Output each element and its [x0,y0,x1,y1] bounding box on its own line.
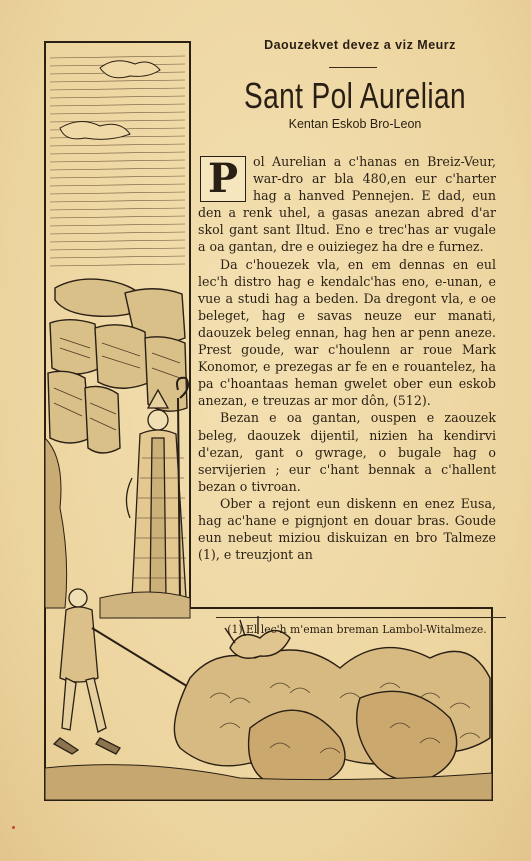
footnote-rule [216,617,506,618]
paragraph-2: Da c'houezek vla, en em dennas en eul lec'h distro hag e kendalc'has eno, e-unan, e vue a studi hag a beden. Da dregont vla, e oe beleget, hag e savas neuze eur manati, daouzek beleg ennan, hag hen ar penn aneze. Prest goude, war c'houlenn ar roue Mark Konomor, e prezegas ar fe en e rouantelez, ha pa c'hoantaas heman gwelet ober eun eskob anezan, e treuzas ar mor dôn, (512). [198,256,496,409]
footnote: (1) El lec'h m'eman breman Lambol-Witalmeze. [227,623,487,636]
paragraph-4: Ober a rejont eun diskenn en enez Eusa, hag ac'hane e pignjont en douar bras. Goude eun nebeut miziou diskuizan en bro Talmeze (1), e treuzjont an [198,495,496,563]
running-head: Daouzekvet devez a viz Meurz [264,38,456,52]
paragraph-1 [198,153,496,256]
paragraph-1-text: ol Aurelian a c'hanas en Breiz-Veur, war-dro ar bla 480,en eur c'harter hag a hanved Pennejen. E dad, eun den a renk uhel, a gasas anezan abred d'ar skol gant sant Iltud. Eno e trec'has ar vugale a oa gantan, dre e ouiziegez ha dre e furnez. [198,154,496,255]
ink-spot [12,826,15,829]
drop-cap: P [200,156,246,202]
page-subtitle: Kentan Eskob Bro-Leon [288,117,422,131]
paragraph-3: Bezan e oa gantan, ouspen e zaouzek beleg, daouzek dijentil, nizien ha kendirvi d'ezan, gant o gwrage, o bugale hag o servijerien ; eur c'hant bennak a c'hallent bezan o tivroan. [198,410,496,494]
page-title: Sant Pol Aurelian [243,75,467,116]
title-rule [329,67,377,68]
body-text [198,153,496,563]
